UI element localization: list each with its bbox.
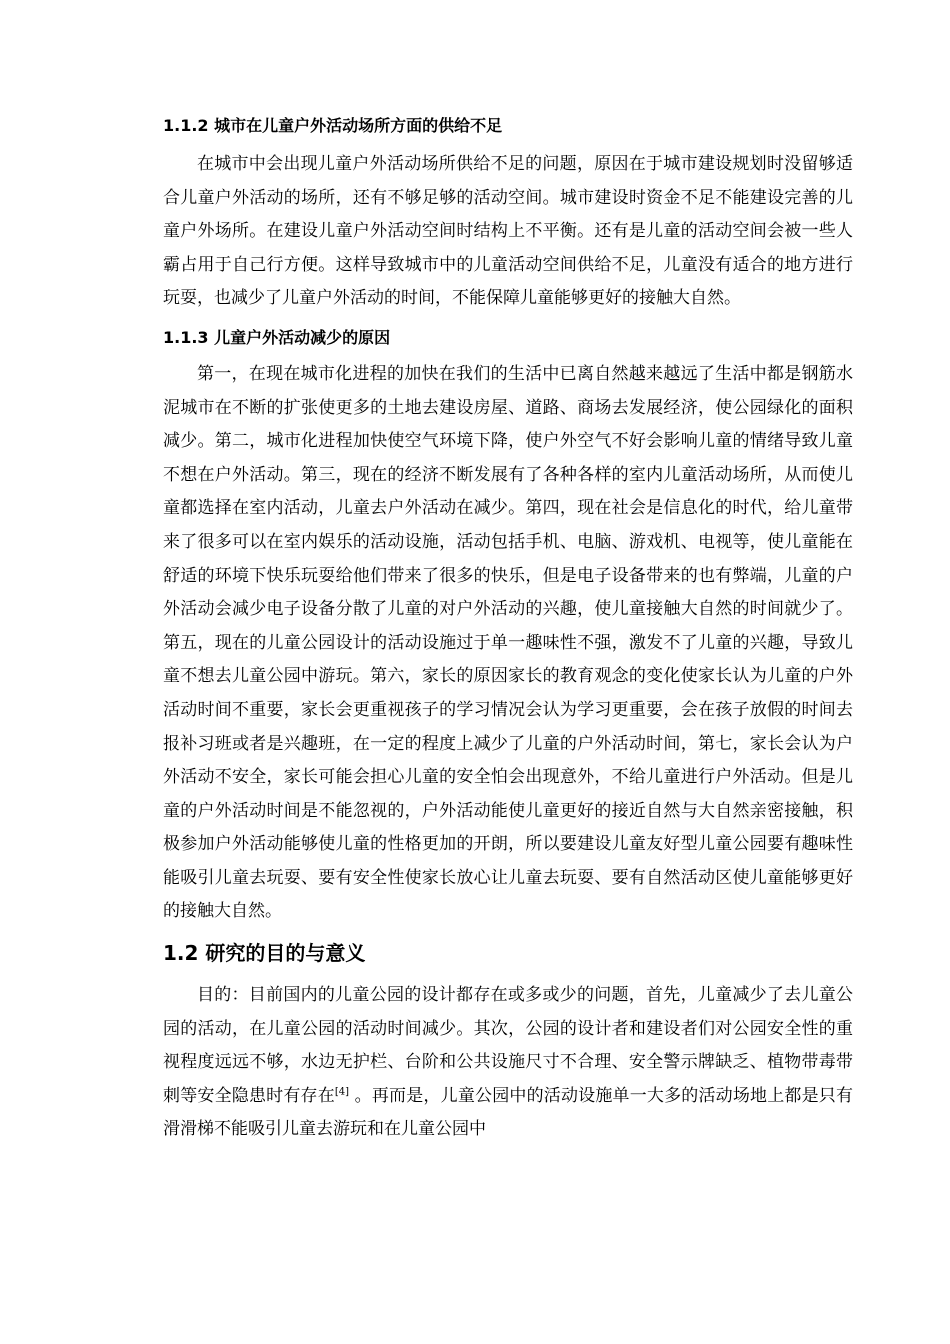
section-heading-1-1-2: 1.1.2 城市在儿童户外活动场所方面的供给不足 [163, 116, 503, 135]
paragraph-1-1-3: 第一，在现在城市化进程的加快在我们的生活中已离自然越来越远了生活中都是钢筋水泥城市在不断的扩张使更多的土地去建设房屋、道路、商场去发展经济，使公园绿化的面积减少。第二，城市化进程加快使空气环境下降，使户外空气不好会影响儿童的情绪导致儿童不想在户外活动。第三，现在的经济不断发展有了各种各样的室内儿童活动场所，从而使儿童都选择在室内活动，儿童去户外活动在减少。第四，现在社会是信息化的时代，给儿童带来了很多可以在室内娱乐的活动设施，活动包括手机、电脑、游戏机、电视等，使儿童能在舒适的环境下快乐玩耍给他们带来了很多的快乐，但是电子设备带来的也有弊端，儿童的户外活动会减少电子设备分散了儿童的对户外活动的兴趣，使儿童接触大自然的时间就少了。第五，现在的儿童公园设计的活动设施过于单一趣味性不强，激发不了儿童的兴趣，导致儿童不想去儿童公园中游玩。第六，家长的原因家长的教育观念的变化使家长认为儿童的户外活动时间不重要，家长会更重视孩子的学习情况会认为学习更重要，会在孩子放假的时间去报补习班或者是兴趣班，在一定的程度上减少了儿童的户外活动时间，第七，家长会认为户外活动不安全，家长可能会担心儿童的安全怕会出现意外，不给儿童进行户外活动。但是儿童的户外活动时间是不能忽视的，户外活动能使儿童更好的接近自然与大自然亲密接触，积极参加户外活动能够使儿童的性格更加的开朗，所以要建设儿童友好型儿童公园要有趣味性能吸引儿童去玩耍、要有安全性使家长放心让儿童去玩耍、要有自然活动区使儿童能够更好的接触大自然。 [163, 363, 853, 922]
page-content [163, 112, 853, 1147]
paragraph-1-2 [163, 979, 853, 1147]
paragraph-1-1-2: 在城市中会出现儿童户外活动场所供给不足的问题，原因在于城市建设规划时没留够适合儿童户外活动的场所，还有不够足够的活动空间。城市建设时资金不足不能建设完善的儿童户外场所。在建设儿童户外活动空间时结构上不平衡。还有是儿童的活动空间会被一些人霸占用于自己行方便。这样导致城市中的儿童活动空间供给不足，儿童没有适合的地方进行玩耍，也减少了儿童户外活动的时间，不能保障儿童能够更好的接触大自然。 [163, 154, 853, 309]
section-heading-1-2: 1.2 研究的目的与意义 [163, 941, 366, 966]
citation-reference: [4] [334, 1086, 350, 1098]
paragraph-1-2-text-continued: 。再而是，儿童公园中的活动设施单一大多的活动场地上都是只有滑滑梯不能吸引儿童去游玩和在儿童公园中 [163, 1085, 853, 1140]
section-heading-1-1-3: 1.1.3 儿童户外活动减少的原因 [163, 327, 391, 347]
paragraph-1-2-text: 目的：目前国内的儿童公园的设计都存在或多或少的问题，首先，儿童减少了去儿童公园的活动，在儿童公园的活动时间减少。其次，公园的设计者和建设者们对公园安全性的重视程度远远不够，水边无护栏、台阶和公共设施尺寸不合理、安全警示牌缺乏、植物带毒带刺等安全隐患时有存在 [163, 985, 853, 1106]
